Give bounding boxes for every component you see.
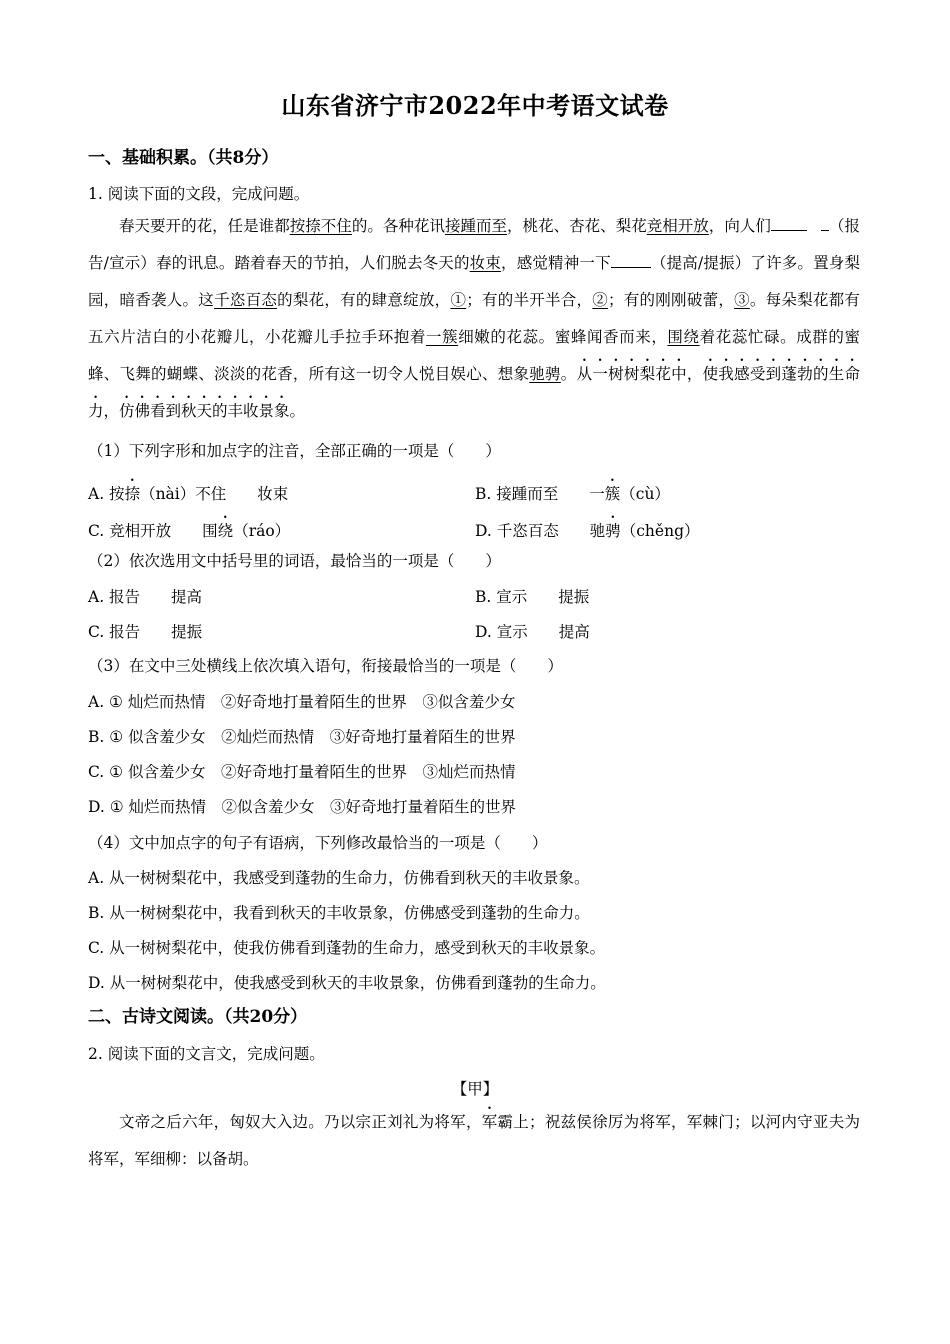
passage-seg: 。 [560,365,577,383]
passage-seg: （提高/提振）了许多。置身梨园，暗香袭人。这 [88,254,860,309]
q1-2-option-c: C. 报告 提振 [88,623,203,641]
underlined-word: 妆束 [469,254,502,272]
passage-seg: 的。各种花讯 [351,217,445,235]
option-text: （ráo） [233,522,291,540]
option-text: D. 千恣百态 驰 [475,522,606,540]
underlined-word: 驰骋 [529,365,561,383]
dotted-char: 军 [481,1113,498,1131]
underlined-word: 接踵而至 [444,217,508,235]
q1-1-stem: （1）下列字形和加点字的注音，全部正确的一项是（ ） [88,442,501,460]
option-text: （nài）不住 妆束 [140,485,289,503]
blank-marker-3: ③ [734,291,750,309]
option-text: B. 接踵而至 一 [475,485,605,503]
q1-4-option-d: D. 从一树树梨花中，使我感受到秋天的丰收景象，仿佛看到蓬勃的生命力。 [88,974,606,992]
page-title: 山东省济宁市2022年中考语文试卷 [281,91,669,120]
option-text: C. 竞相开放 围 [88,522,218,540]
passage-seg: （报告/宣示）春的讯息。踏着春天的节拍，人们脱去冬天的 [88,217,860,272]
q1-3-option-d: D. ① 灿烂而热情 ②似含羞少女 ③好奇地打量着陌生的世界 [88,798,517,816]
blank-marker-2: ② [592,291,609,309]
passage-seg: ；有的刚刚破蕾， [608,291,735,309]
q1-2-stem: （2）依次选用文中括号里的词语，最恰当的一项是（ ） [88,552,501,570]
section-1-heading: 一、基础积累。（共8分） [88,148,279,168]
passage-seg: ，向人们 [708,217,771,235]
q1-4-option-c: C. 从一树树梨花中，使我仿佛看到蓬勃的生命力，感受到秋天的丰收景象。 [88,939,606,957]
q1-3-option-b: B. ① 似含羞少女 ②灿烂而热情 ③好奇地打量着陌生的世界 [88,728,516,746]
classical-seg: 霸上；祝兹侯徐厉为将军，军棘门；以河内守亚夫为将军，军细柳：以备胡。 [88,1113,860,1168]
underlined-word: 千恣百态 [214,291,278,309]
underlined-word: 竞相开放 [646,217,709,235]
q1-4-option-a: A. 从一树树梨花中，我感受到蓬勃的生命力，仿佛看到秋天的丰收景象。 [88,869,590,887]
passage-seg: ，桃花、杏花、梨花 [507,217,647,235]
q1-1-option-d [475,513,700,542]
section-2-heading: 二、古诗文阅读。（共20分） [88,1007,308,1027]
option-text: A. 按 [88,485,125,503]
q1-2-option-a: A. 报告 提高 [88,588,203,606]
q1-1-option-a [88,476,288,505]
option-text: （cù） [620,485,670,503]
q1-2-option-b: B. 宣示 提振 [475,588,590,606]
passage-seg: ；有的半开半合， [466,291,593,309]
dotted-char: 骋 [605,522,621,540]
passage-seg: 着花蕊忙碌。成群的蜜蜂、飞舞的蝴蝶、淡淡的花香，所有这一切令人悦目娱心、想象 [88,328,860,383]
dotted-char: 捺 [124,485,141,503]
q1-4-stem: （4）文中加点字的句子有语病，下列修改最恰当的一项是（ ） [88,834,548,852]
q1-3-stem: （3）在文中三处横线上依次填入语句，衔接最恰当的一项是（ ） [88,657,563,675]
q1-3-option-c: C. ① 似含羞少女 ②好奇地打量着陌生的世界 ③灿烂而热情 [88,763,516,781]
underlined-word: 围绕 [667,328,700,346]
option-text: （chěng） [620,522,700,540]
text-label-jia: 【甲】 [451,1080,499,1098]
q1-4-option-b: B. 从一树树梨花中，我看到秋天的丰收景象，仿佛感受到蓬勃的生命力。 [88,904,590,922]
fill-blank [771,214,807,231]
classical-seg: 文帝之后六年，匈奴大入边。乃以宗正刘礼为将军， [119,1113,482,1131]
dotted-char: 绕 [217,522,234,540]
q1-3-option-a: A. ① 灿烂而热情 ②好奇地打量着陌生的世界 ③似含羞少女 [88,693,516,711]
q1-1-option-c [88,513,290,542]
passage-seg: 细嫩的花蕊。蜜蜂闻香而来， [458,328,668,346]
q1-2-option-d: D. 宣示 提高 [475,623,590,641]
underlined-word: 一簇 [425,328,459,346]
fill-blank [821,214,829,231]
passage-text [88,208,860,430]
blank-marker-1: ① [450,291,467,309]
passage-seg: 。每朵梨花都有五六片洁白的小花瓣儿，小花瓣儿手拉手环抱着 [88,291,860,346]
fill-blank [611,251,651,268]
q1-1-option-b [475,476,670,505]
classical-text [88,1104,860,1178]
passage-seg: 春天要开的花，任是谁都 [119,217,290,235]
dotted-sentence: 从一树树梨花中，使我感受到蓬勃的生命力，仿佛看到秋天的丰收景象。 [88,365,860,420]
question-1-intro: 1. 阅读下面的文段，完成问题。 [88,185,310,203]
dotted-char: 簇 [604,485,621,503]
underlined-word: 按捺不住 [289,217,352,235]
passage-seg: ，感觉精神一下 [501,254,611,272]
question-2-intro: 2. 阅读下面的文言文，完成问题。 [88,1045,325,1063]
passage-seg: 的梨花，有的肆意绽放， [277,291,451,309]
